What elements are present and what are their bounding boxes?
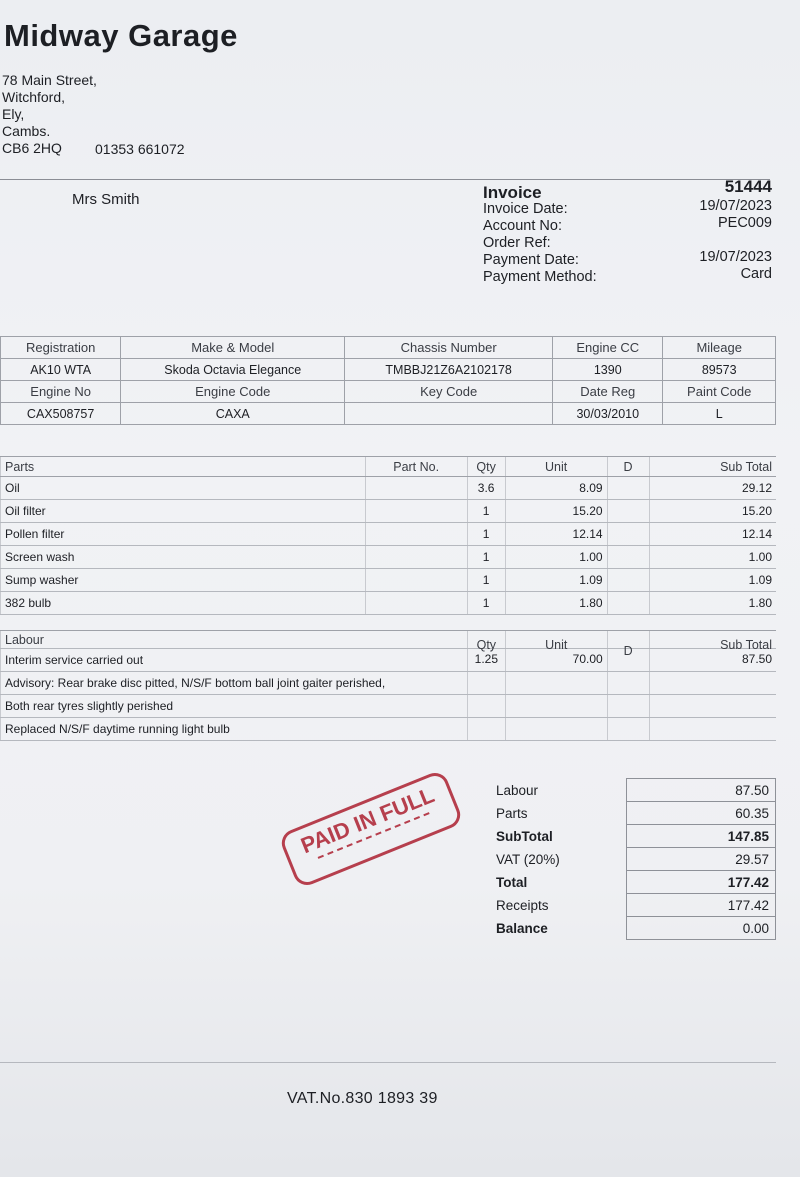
engine-code: CAXA bbox=[121, 403, 345, 425]
labour-d bbox=[607, 718, 649, 741]
invoice-labels bbox=[483, 184, 597, 286]
garage-address bbox=[2, 72, 97, 157]
invoice-number: 51444 bbox=[724, 177, 772, 196]
totals-row bbox=[490, 848, 776, 871]
labour-qty: 1.25 bbox=[474, 652, 498, 666]
vehicle-header-row bbox=[1, 381, 776, 403]
order-ref-label: Order Ref: bbox=[483, 235, 551, 251]
table-header: Unit bbox=[505, 457, 607, 477]
totals-label: Parts bbox=[496, 805, 528, 821]
table-header: Registration bbox=[1, 337, 121, 359]
labour-desc: Replaced N/S/F daytime running light bulb bbox=[1, 718, 468, 741]
table-row bbox=[1, 546, 777, 569]
labour-unit bbox=[505, 672, 607, 695]
labour-section-label: Labour bbox=[1, 631, 468, 649]
table-row bbox=[1, 523, 777, 546]
part-qty: 3.6 bbox=[467, 477, 505, 500]
part-unit: 8.09 bbox=[505, 477, 607, 500]
vehicle-table bbox=[0, 336, 776, 425]
table-row bbox=[1, 569, 777, 592]
part-name: Oil bbox=[1, 477, 366, 500]
part-subtotal: 12.14 bbox=[649, 523, 776, 546]
invoice-date-label: Invoice Date: bbox=[483, 201, 568, 217]
table-header: Paint Code bbox=[663, 381, 776, 403]
totals-row bbox=[490, 779, 776, 802]
totals-row bbox=[490, 802, 776, 825]
labour-qty bbox=[467, 672, 505, 695]
paint-code: L bbox=[663, 403, 776, 425]
part-no bbox=[365, 569, 467, 592]
part-unit: 1.80 bbox=[505, 592, 607, 615]
table-header: Sub Total bbox=[720, 638, 772, 652]
vehicle-header-row bbox=[1, 337, 776, 359]
address-line: Witchford, bbox=[2, 89, 66, 105]
labour-column-row bbox=[1, 649, 777, 672]
garage-name: Midway Garage bbox=[4, 18, 238, 53]
part-no bbox=[365, 523, 467, 546]
vat-number: VAT.No.830 1893 39 bbox=[287, 1090, 438, 1107]
parts-section-label: Parts bbox=[1, 457, 366, 477]
table-header: D bbox=[607, 457, 649, 477]
labour-qty bbox=[467, 718, 505, 741]
order-ref bbox=[699, 232, 772, 249]
payment-date: 19/07/2023 bbox=[699, 249, 772, 265]
part-d bbox=[607, 569, 649, 592]
table-header: Date Reg bbox=[553, 381, 663, 403]
totals-value: 177.42 bbox=[627, 894, 776, 917]
vehicle-value-row bbox=[1, 359, 776, 381]
chassis-number: TMBBJ21Z6A2102178 bbox=[345, 359, 553, 381]
table-row bbox=[1, 718, 777, 741]
part-qty: 1 bbox=[467, 569, 505, 592]
customer-name: Mrs Smith bbox=[72, 191, 140, 208]
table-header: Engine No bbox=[1, 381, 121, 403]
totals-value: 177.42 bbox=[627, 871, 776, 894]
part-qty: 1 bbox=[467, 500, 505, 523]
account-no-label: Account No: bbox=[483, 218, 562, 234]
table-header: Qty bbox=[476, 638, 497, 652]
table-row bbox=[1, 672, 777, 695]
table-header: Sub Total bbox=[649, 457, 776, 477]
address-postcode: CB6 2HQ bbox=[2, 140, 62, 156]
table-header: Mileage bbox=[663, 337, 776, 359]
totals-value: 0.00 bbox=[627, 917, 776, 940]
table-row bbox=[1, 695, 777, 718]
part-d bbox=[607, 546, 649, 569]
table-header: Engine CC bbox=[553, 337, 663, 359]
key-code bbox=[345, 403, 553, 425]
registration: AK10 WTA bbox=[1, 359, 121, 381]
labour-unit bbox=[505, 718, 607, 741]
garage-phone: 01353 661072 bbox=[95, 141, 185, 157]
totals-value: 60.35 bbox=[627, 802, 776, 825]
table-row bbox=[1, 477, 777, 500]
labour-unit-cell bbox=[505, 638, 607, 672]
payment-date-label: Payment Date: bbox=[483, 252, 579, 268]
engine-cc: 1390 bbox=[553, 359, 663, 381]
labour-unit bbox=[505, 695, 607, 718]
totals-value: 147.85 bbox=[627, 825, 776, 848]
address-line: 78 Main Street, bbox=[2, 72, 97, 88]
table-header: Key Code bbox=[345, 381, 553, 403]
totals-row bbox=[490, 871, 776, 894]
table-header: Make & Model bbox=[121, 337, 345, 359]
table-header: Qty bbox=[467, 457, 505, 477]
part-unit: 1.00 bbox=[505, 546, 607, 569]
totals-value: 29.57 bbox=[627, 848, 776, 871]
totals-label: Labour bbox=[496, 782, 539, 798]
labour-subtotal bbox=[649, 718, 776, 741]
stamp-box bbox=[278, 769, 465, 889]
labour-desc: Advisory: Rear brake disc pitted, N/S/F bottom ball joint gaiter perished, bbox=[1, 672, 468, 695]
labour-qty-header bbox=[467, 638, 505, 672]
account-no: PEC009 bbox=[717, 215, 772, 231]
invoice-title: Invoice bbox=[483, 183, 542, 202]
table-header: Chassis Number bbox=[345, 337, 553, 359]
part-unit: 1.09 bbox=[505, 569, 607, 592]
date-reg: 30/03/2010 bbox=[553, 403, 663, 425]
part-qty: 1 bbox=[467, 523, 505, 546]
totals-label: Total bbox=[496, 874, 528, 890]
table-row bbox=[1, 592, 777, 615]
part-no bbox=[365, 546, 467, 569]
address-line: Cambs. bbox=[2, 123, 51, 139]
invoice-date: 19/07/2023 bbox=[699, 198, 772, 214]
payment-method-label: Payment Method: bbox=[483, 269, 597, 285]
labour-d bbox=[607, 695, 649, 718]
totals-value: 87.50 bbox=[627, 779, 776, 802]
make-model: Skoda Octavia Elegance bbox=[121, 359, 345, 381]
parts-table bbox=[0, 456, 776, 615]
labour-d-cell bbox=[607, 644, 649, 672]
part-name: Sump washer bbox=[1, 569, 366, 592]
part-no bbox=[365, 500, 467, 523]
part-d bbox=[607, 500, 649, 523]
footer-divider bbox=[0, 1062, 776, 1063]
totals-label: Receipts bbox=[496, 897, 549, 913]
address-line: Ely, bbox=[2, 106, 25, 122]
part-no bbox=[365, 477, 467, 500]
part-unit: 12.14 bbox=[505, 523, 607, 546]
table-header: Unit bbox=[545, 638, 568, 652]
part-subtotal: 15.20 bbox=[649, 500, 776, 523]
table-header: Engine Code bbox=[121, 381, 345, 403]
totals-row bbox=[490, 825, 776, 848]
labour-subtotal bbox=[649, 672, 776, 695]
labour-subtotal-cell bbox=[649, 638, 776, 672]
labour-qty bbox=[467, 695, 505, 718]
labour-d bbox=[607, 672, 649, 695]
mileage: 89573 bbox=[663, 359, 776, 381]
part-name: Pollen filter bbox=[1, 523, 366, 546]
table-row bbox=[1, 500, 777, 523]
labour-table bbox=[0, 630, 776, 741]
labour-desc: Both rear tyres slightly perished bbox=[1, 695, 468, 718]
invoice-values bbox=[699, 176, 772, 283]
engine-no: CAX508757 bbox=[1, 403, 121, 425]
labour-desc: Interim service carried out bbox=[1, 649, 468, 672]
part-no bbox=[365, 592, 467, 615]
part-name: 382 bulb bbox=[1, 592, 366, 615]
table-header: Part No. bbox=[365, 457, 467, 477]
vehicle-value-row bbox=[1, 403, 776, 425]
totals-label: SubTotal bbox=[496, 828, 553, 844]
part-subtotal: 1.00 bbox=[649, 546, 776, 569]
part-qty: 1 bbox=[467, 592, 505, 615]
header-divider bbox=[0, 179, 770, 180]
part-name: Screen wash bbox=[1, 546, 366, 569]
totals-label: VAT (20%) bbox=[496, 851, 560, 867]
totals-row bbox=[490, 894, 776, 917]
labour-subtotal bbox=[649, 695, 776, 718]
part-subtotal: 1.09 bbox=[649, 569, 776, 592]
part-d bbox=[607, 592, 649, 615]
part-d bbox=[607, 523, 649, 546]
totals-table bbox=[490, 778, 776, 940]
labour-subtotal: 87.50 bbox=[741, 652, 772, 666]
paid-in-full-stamp bbox=[278, 769, 465, 889]
payment-method: Card bbox=[740, 266, 772, 282]
table-header: D bbox=[623, 644, 633, 658]
part-subtotal: 29.12 bbox=[649, 477, 776, 500]
part-subtotal: 1.80 bbox=[649, 592, 776, 615]
totals-row bbox=[490, 917, 776, 940]
part-qty: 1 bbox=[467, 546, 505, 569]
part-name: Oil filter bbox=[1, 500, 366, 523]
part-d bbox=[607, 477, 649, 500]
totals-label: Balance bbox=[496, 920, 548, 936]
labour-unit: 70.00 bbox=[572, 652, 603, 666]
stamp-text: PAID IN FULL bbox=[297, 782, 438, 859]
part-unit: 15.20 bbox=[505, 500, 607, 523]
parts-header-row bbox=[1, 457, 777, 477]
